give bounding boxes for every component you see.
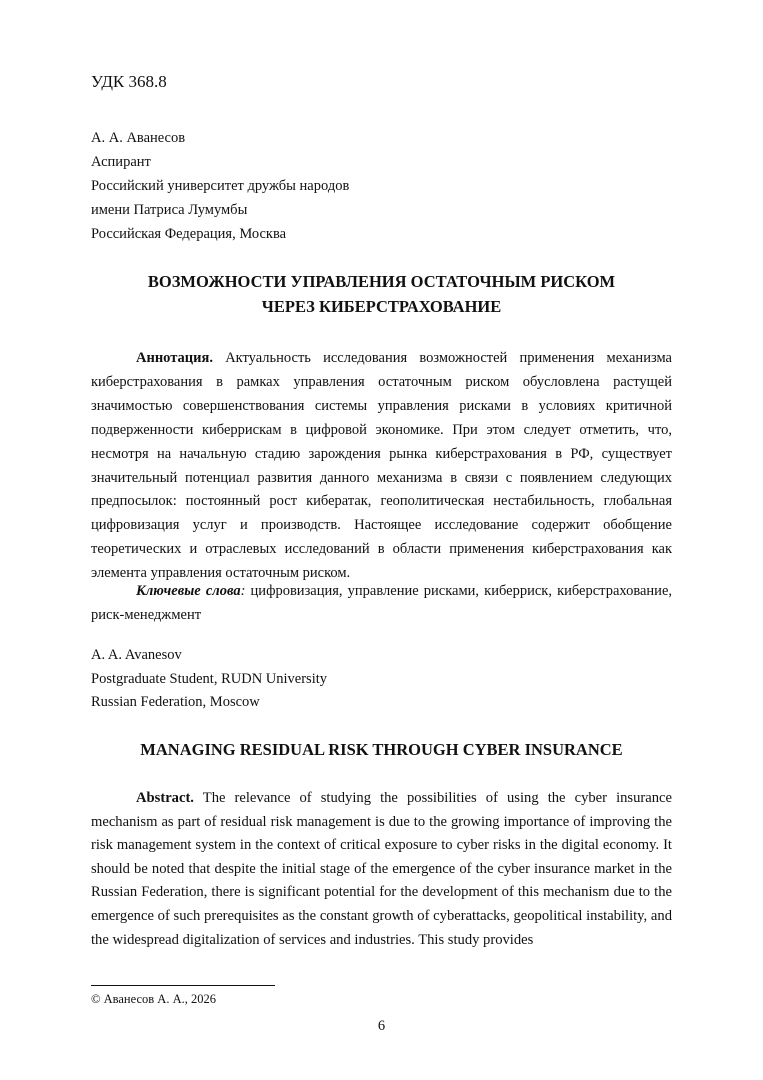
author-position-en: Postgraduate Student, RUDN University xyxy=(91,670,328,687)
keywords-ru-colon: : xyxy=(240,583,246,599)
keywords-ru-label: Ключевые слова xyxy=(136,583,241,599)
paper-title-ru-line1: ВОЗМОЖНОСТИ УПРАВЛЕНИЯ ОСТАТОЧНЫМ РИСКОМ xyxy=(147,272,616,291)
abstract-ru xyxy=(91,347,672,586)
udc-code: УДК 368.8 xyxy=(91,72,167,91)
copyright-footnote: © Аванесов А. А., 2026 xyxy=(91,992,216,1006)
abstract-en-label: Abstract. xyxy=(136,790,194,806)
author-info-en xyxy=(91,644,327,715)
keywords-ru-text: цифровизация, управление рисками, киберриск, киберстрахование, риск-менеджмент xyxy=(91,583,672,623)
abstract-en-text: The relevance of studying the possibilities of using the cyber insurance mechanism as part of residual risk management is due to the growing importance of improving the risk management system in the context of critical exposure to cyber risks in the digital economy. It should be noted that despite the initial stage of the emergence of the cyber insurance market in the Russian Federation, there is significant potential for the development of this mechanism due to the emergence of such prerequisites as the constant growth of cyberattacks, geopolitical instability, and the widespread digitalization of services and industries. This study provides xyxy=(91,790,672,948)
keywords-ru xyxy=(91,580,672,628)
abstract-ru-text: Актуальность исследования возможностей применения механизма киберстрахования в рамках управления остаточным риском обусловлена растущей значимостью совершенствования системы управления рисками в условиях критичной подверженности киберрискам в цифровой экономике. При этом следует отметить, что, несмотря на начальную стадию зарождения рынка киберстрахования в РФ, существует значительный потенциал развития данного механизма в связи с появлением следующих предпосылок: постоянный рост кибератак, геополитическая нестабильность, глобальная цифровизация услуг и производств. Настоящее исследование содержит обобщение теоретических и отраслевых исследований в области применения киберстрахования как элемента управления остаточным риском. xyxy=(91,350,672,582)
author-affiliation-ru-line1: Российский университет дружбы народов xyxy=(91,178,350,194)
abstract-ru-label: Аннотация. xyxy=(136,350,213,366)
author-name-ru: А. А. Аванесов xyxy=(91,130,186,146)
abstract-en xyxy=(91,787,672,952)
author-location-en: Russian Federation, Moscow xyxy=(91,694,260,710)
author-location-ru: Российская Федерация, Москва xyxy=(91,226,287,242)
footnote-divider xyxy=(91,985,275,986)
paper-title-ru-line2: ЧЕРЕЗ КИБЕРСТРАХОВАНИЕ xyxy=(261,297,502,316)
paper-title-en: MANAGING RESIDUAL RISK THROUGH CYBER INSURANCE xyxy=(140,740,623,759)
author-name-en: A. A. Avanesov xyxy=(91,647,182,663)
author-info-ru xyxy=(91,126,349,246)
author-affiliation-ru-line2: имени Патриса Лумумбы xyxy=(91,202,248,218)
page-number: 6 xyxy=(377,1018,386,1034)
paper-title-ru xyxy=(91,269,672,319)
author-position-ru: Аспирант xyxy=(91,154,151,170)
